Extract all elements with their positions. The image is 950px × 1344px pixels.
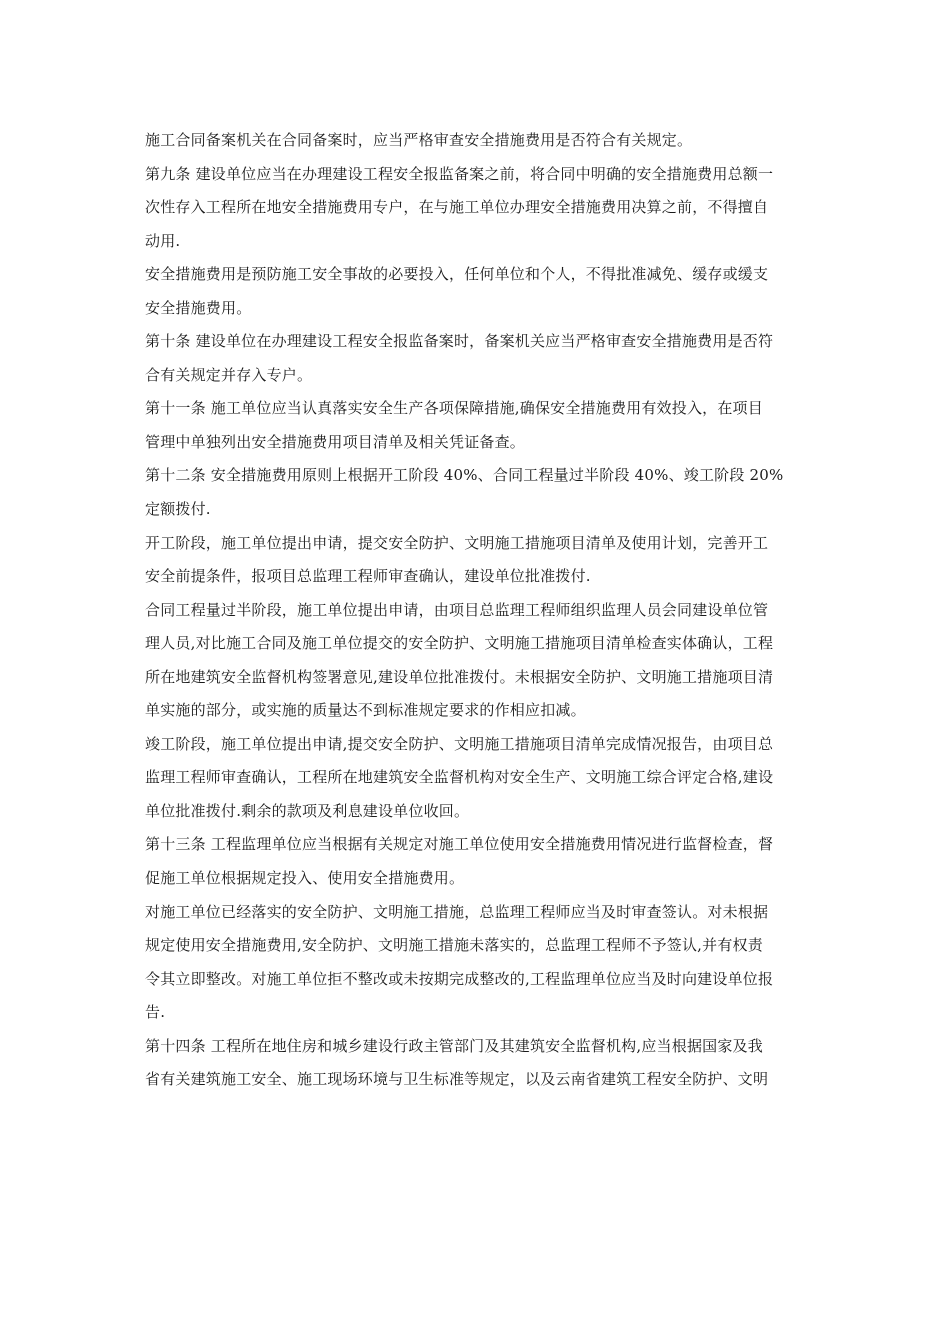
document-body xyxy=(145,124,813,1097)
text-line: 第十二条 安全措施费用原则上根据开工阶段 40%、合同工程量过半阶段 40%、竣工阶段 20% xyxy=(145,466,784,485)
text-line: 管理中单独列出安全措施费用项目清单及相关凭证备查。 xyxy=(145,432,526,451)
text-line: 安全措施费用是预防施工安全事故的必要投入，任何单位和个人，不得批准减免、缓存或缓支 xyxy=(145,265,769,284)
text-line: 促施工单位根据规定投入、使用安全措施费用。 xyxy=(145,869,465,888)
text-line: 单实施的部分，或实施的质量达不到标准规定要求的作相应扣减。 xyxy=(145,701,586,720)
text-line: 开工阶段，施工单位提出申请，提交安全防护、文明施工措施项目清单及使用计划，完善开工 xyxy=(145,533,769,552)
text-line: 令其立即整改。对施工单位拒不整改或未按期完成整改的,工程监理单位应当及时向建设单位报 xyxy=(145,969,774,988)
text-line: 施工合同备案机关在合同备案时，应当严格审查安全措施费用是否符合有关规定。 xyxy=(145,131,693,149)
text-line: 合同工程量过半阶段，施工单位提出申请，由项目总监理工程师组织监理人员会同建设单位管 xyxy=(145,600,769,619)
text-line: 规定使用安全措施费用,安全防护、文明施工措施未落实的，总监理工程师不予签认,并有权责 xyxy=(145,936,763,955)
text-line: 单位批准拨付.剩余的款项及利息建设单位收回。 xyxy=(145,801,470,820)
text-line: 安全措施费用。 xyxy=(145,298,252,317)
text-line: 第十四条 工程所在地住房和城乡建设行政主管部门及其建筑安全监督机构,应当根据国家及我 xyxy=(145,1036,763,1055)
text-line: 竣工阶段，施工单位提出申请,提交安全防护、文明施工措施项目清单完成情况报告，由项目总 xyxy=(145,734,774,753)
text-line: 安全前提条件，报项目总监理工程师审查确认，建设单位批准拨付. xyxy=(145,567,591,586)
text-line: 合有关规定并存入专户。 xyxy=(145,365,313,384)
text-line: 第十条 建设单位在办理建设工程安全报监备案时，备案机关应当严格审查安全措施费用是否符 xyxy=(145,332,774,351)
text-line: 对施工单位已经落实的安全防护、文明施工措施，总监理工程师应当及时审查签认。对未根据 xyxy=(145,902,769,921)
text-line: 监理工程师审查确认，工程所在地建筑安全监督机构对安全生产、文明施工综合评定合格,建设 xyxy=(145,768,774,787)
text-line: 省有关建筑施工安全、施工现场环境与卫生标准等规定，以及云南省建筑工程安全防护、文明 xyxy=(145,1070,769,1089)
text-line: 理人员,对比施工合同及施工单位提交的安全防护、文明施工措施项目清单检查实体确认，工程 xyxy=(145,634,774,653)
text-line: 告. xyxy=(145,1003,166,1022)
text-line: 第十三条 工程监理单位应当根据有关规定对施工单位使用安全措施费用情况进行监督检查，督 xyxy=(145,835,774,854)
text-line: 第九条 建设单位应当在办理建设工程安全报监备案之前，将合同中明确的安全措施费用总额一 xyxy=(145,164,774,183)
text-line: 动用. xyxy=(145,231,181,250)
text-line: 定额拨付. xyxy=(145,500,211,519)
text-line: 次性存入工程所在地安全措施费用专户，在与施工单位办理安全措施费用决算之前，不得擅自 xyxy=(145,198,769,217)
text-line: 所在地建筑安全监督机构签署意见,建设单位批准拨付。未根据安全防护、文明施工措施项目清 xyxy=(145,667,774,686)
text-line: 第十一条 施工单位应当认真落实安全生产各项保障措施,确保安全措施费用有效投入，在项目 xyxy=(145,399,763,418)
